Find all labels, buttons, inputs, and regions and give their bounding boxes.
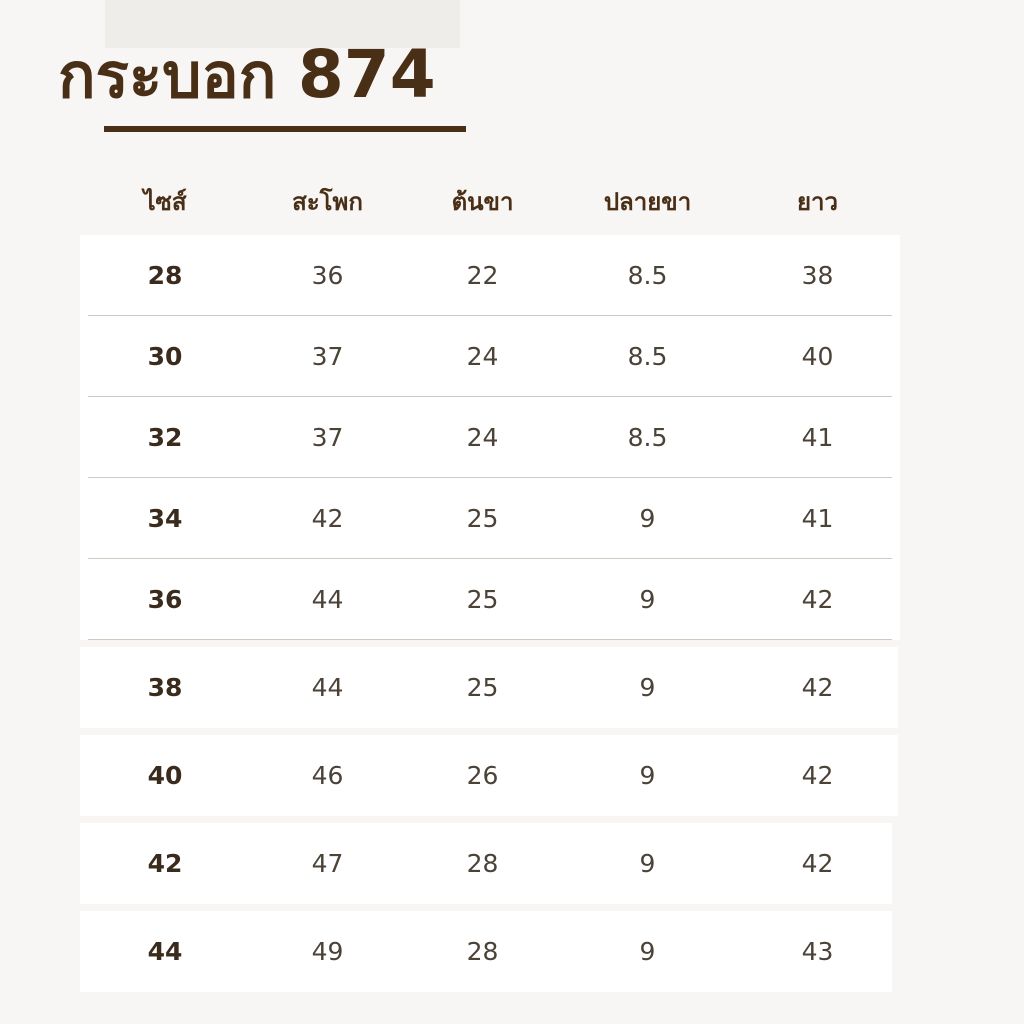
cell-length: 41	[801, 504, 834, 533]
title-underline	[104, 126, 466, 132]
cell-length: 43	[801, 937, 834, 966]
cell-hip: 42	[311, 504, 344, 533]
cell-thigh: 28	[466, 849, 499, 878]
title-block	[58, 36, 758, 132]
cell-size: 42	[147, 849, 183, 878]
cell-hip: 49	[311, 937, 344, 966]
cell-leg-opening: 9	[639, 761, 656, 790]
page-title	[58, 36, 758, 113]
cell-leg-opening: 9	[639, 849, 656, 878]
cell-size: 44	[147, 937, 183, 966]
cell-size: 34	[147, 504, 183, 533]
cell-thigh: 28	[466, 937, 499, 966]
cell-thigh: 24	[466, 423, 499, 452]
size-table	[80, 182, 900, 992]
table-row	[80, 478, 900, 559]
table-header-row	[80, 182, 900, 235]
cell-size: 38	[147, 673, 183, 702]
cell-length: 41	[801, 423, 834, 452]
table-row	[80, 397, 900, 478]
cell-leg-opening: 8.5	[627, 261, 668, 290]
cell-length: 42	[801, 673, 834, 702]
cell-thigh: 25	[466, 585, 499, 614]
table-row	[80, 735, 898, 816]
cell-size: 30	[147, 342, 183, 371]
cell-thigh: 22	[466, 261, 499, 290]
cell-leg-opening: 9	[639, 673, 656, 702]
table-row	[80, 559, 900, 640]
cell-thigh: 24	[466, 342, 499, 371]
title-text: กระบอก	[58, 39, 277, 112]
cell-size: 32	[147, 423, 183, 452]
title-number: 874	[297, 36, 436, 113]
cell-length: 40	[801, 342, 834, 371]
cell-leg-opening: 9	[639, 585, 656, 614]
cell-hip: 44	[311, 673, 344, 702]
cell-size: 28	[147, 261, 183, 290]
table-row	[80, 235, 900, 316]
cell-hip: 36	[311, 261, 344, 290]
cell-thigh: 25	[466, 673, 499, 702]
table-row	[80, 647, 898, 728]
cell-length: 42	[801, 761, 834, 790]
column-header-hip: สะโพก	[292, 188, 363, 216]
column-header-leg-opening: ปลายขา	[603, 188, 692, 216]
table-row	[80, 911, 892, 992]
cell-hip: 44	[311, 585, 344, 614]
cell-hip: 37	[311, 342, 344, 371]
table-body	[80, 235, 900, 992]
cell-length: 42	[801, 585, 834, 614]
cell-leg-opening: 9	[639, 937, 656, 966]
cell-leg-opening: 8.5	[627, 342, 668, 371]
table-row	[80, 823, 892, 904]
cell-hip: 47	[311, 849, 344, 878]
table-row	[80, 316, 900, 397]
column-header-thigh: ต้นขา	[451, 188, 514, 216]
column-header-size: ไซส์	[143, 188, 187, 216]
cell-hip: 46	[311, 761, 344, 790]
cell-length: 38	[801, 261, 834, 290]
cell-length: 42	[801, 849, 834, 878]
cell-thigh: 25	[466, 504, 499, 533]
cell-size: 40	[147, 761, 183, 790]
cell-leg-opening: 8.5	[627, 423, 668, 452]
cell-thigh: 26	[466, 761, 499, 790]
cell-size: 36	[147, 585, 183, 614]
cell-leg-opening: 9	[639, 504, 656, 533]
column-header-length: ยาว	[796, 188, 838, 216]
cell-hip: 37	[311, 423, 344, 452]
